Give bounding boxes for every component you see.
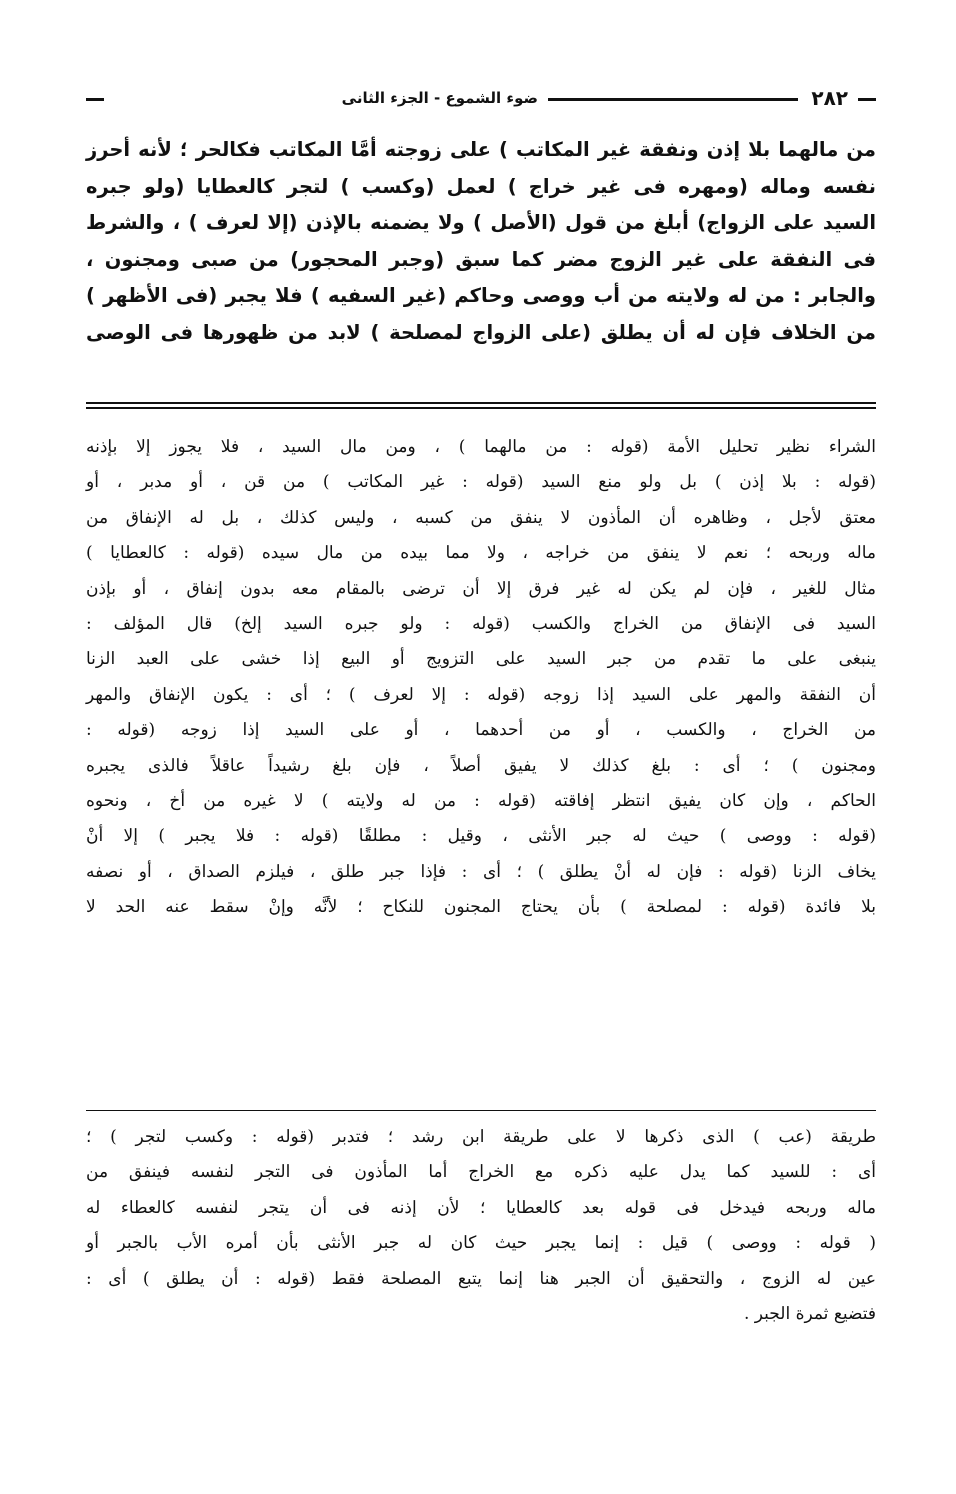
page-number: ٢٨٢ bbox=[811, 86, 848, 110]
header-rule-right bbox=[858, 98, 876, 101]
header-rule-middle bbox=[548, 98, 798, 101]
footnote-line: طريقة (عب ) الذى ذكرها لا على طريقة ابن رشد ؛ فتدبر (قوله : وكسب لتجر ) ؛ bbox=[86, 1127, 876, 1147]
commentary-line: ينبغى على ما تقدم من جبر السيد على التزويج أو البيع إذا خشى على العبد الزنا bbox=[86, 649, 876, 670]
commentary-line: (قوله : ووصى ) حيث له جبر الأنثى ، وقيل : مطلقًا (قوله : فلا يجبر ) إلا أنْ bbox=[86, 826, 876, 847]
commentary-line: ومجنون ) ؛ أى : بلغ كذلك لا يفيق أصلاً ، فإن بلغ رشيداً عاقلاً فالذى يجبره bbox=[86, 755, 876, 776]
commentary-line: أن النفقة والمهر على السيد إذا زوجه (قوله : إلا لعرف ) ؛ أى : يكون الإنفاق والمهر bbox=[86, 684, 876, 705]
book-title: ضوء الشموع - الجزء الثانى bbox=[334, 84, 546, 112]
commentary-line: ماله وربحه ؛ نعم لا ينفق من خراجه ، ولا مما بيده من مال سيده (قوله : كالعطايا ) bbox=[86, 543, 876, 564]
main-line: والجابر : من له ولايته من أب ووصى وحاكم (غير السفيه ) فلا يجبر (فى الأظهر ) bbox=[86, 284, 876, 307]
header-rule-left bbox=[86, 98, 104, 101]
main-line: نفسه وماله (ومهره فى غير خراج ) لعمل (وكسب ) لتجر كالعطايا (ولو جبره bbox=[86, 174, 876, 198]
commentary-line: يخاف الزنا (قوله : فإن له أنْ يطلق ) ؛ أى : فإذا جبر طلق ، فيلزم الصداق ، أو نصفه bbox=[86, 861, 876, 882]
double-divider bbox=[86, 402, 876, 409]
commentary-line: من الخراج ، والكسب ، أو من أحدهما ، أو على السيد إذا زوجه (قوله : bbox=[86, 720, 876, 741]
main-line: السيد على الزواج) أبلغ من قول (الأصل ) ولا يضمنه بالإذن (إلا لعرف ) ، والشرط bbox=[86, 211, 876, 234]
footnote-line: عين له الزوج ، والتحقيق أن الجبر هنا إنما يتبع المصلحة فقط (قوله : أن يطلق ) أى : bbox=[86, 1268, 876, 1289]
footnote-divider bbox=[86, 1110, 876, 1111]
footnote-line: ( قوله : ووصى ) قيل : إنما يجبر حيث كان له جبر الأنثى بأن أمره الأب بالجبر أو bbox=[86, 1233, 876, 1254]
footnote-line: أى : للسيد كما يدل عليه ذكره مع الخراج أما المأذون فى التجر لنفسه فينفق من bbox=[86, 1162, 876, 1183]
commentary-line: بلا فائدة (قوله : لمصلحة ) بأن يحتاج المجنون للنكاح ؛ لأنَّه وإنْ سقط عنه الحد لا bbox=[86, 897, 876, 918]
commentary-line: (قوله : بلا إذن ) بل ولو منع السيد (قوله : غير المكاتب ) من قن ، أو مدبر ، أو bbox=[86, 472, 876, 493]
commentary-line: مثال للغير ، فإن لم يكن له غير فرق إلا أن ترضى بالمقام معه بدون إنفاق ، أو بإذن bbox=[86, 578, 876, 599]
commentary-line: معتق لأجل ، وظاهره أن المأذون لا ينفق من كسبه ، وليس كذلك ، بل له الإنفاق من bbox=[86, 507, 876, 528]
main-line: فى النفقة على غير الزوج مضر كما سبق (وجبر المحجور) من صبى ومجنون ، bbox=[86, 247, 876, 271]
main-text bbox=[86, 132, 876, 351]
commentary-line: السيد فى الإنفاق من الخراج والكسب (قوله : ولو جبره السيد إلخ) قال المؤلف : bbox=[86, 614, 876, 635]
main-line: من مالهما بلا إذن ونفقة غير المكاتب ) على زوجته أمَّا المكاتب فكالحر ؛ لأنه أحرز bbox=[86, 138, 876, 161]
footnote-line: فتضيع ثمرة الجبر . bbox=[743, 1304, 876, 1325]
footnote-line: ماله وربحه فيدخل فى قوله بعد كالعطايا ؛ لأن إذنه فى أن يتجر لنفسه كالعطاء له bbox=[86, 1197, 876, 1218]
main-line: من الخلاف فإن له أن يطلق (على الزواج لمصلحة ) لابد من ظهورها فى الوصى bbox=[86, 320, 876, 344]
commentary-line: الشراء نظير تحليل الأمة (قوله : من مالهما ) ، ومن مال السيد ، فلا يجوز إلا بإذنه bbox=[86, 437, 876, 457]
commentary-text bbox=[86, 430, 876, 926]
footnote-text bbox=[86, 1120, 876, 1332]
running-header bbox=[86, 84, 876, 112]
commentary-line: الحاكم ، وإن كان يفيق انتظر إفاقته (قوله : من له ولايته ) لا غيره من أخ ، ونحوه bbox=[86, 791, 876, 812]
